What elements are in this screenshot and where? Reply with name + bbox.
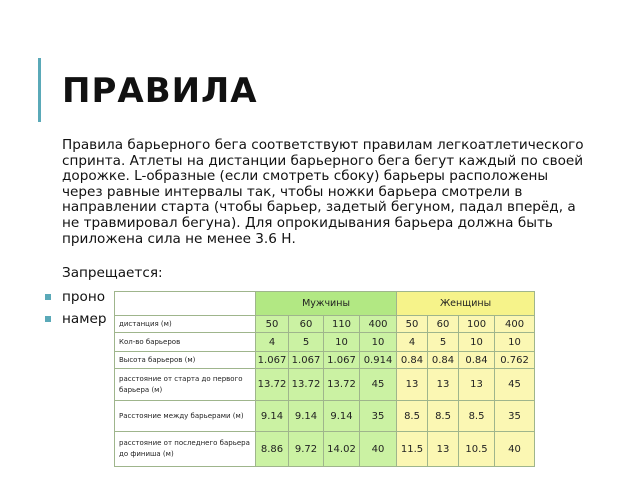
women-cell: 40 <box>495 432 535 467</box>
women-cell: 45 <box>495 369 535 401</box>
men-cell: 14.02 <box>324 432 360 467</box>
women-cell: 0.84 <box>459 352 495 369</box>
hurdles-table <box>114 291 535 467</box>
men-header: Мужчины <box>256 292 397 316</box>
men-cell: 35 <box>360 401 397 432</box>
men-cell: 13.72 <box>289 369 324 401</box>
women-cell: 5 <box>428 333 459 352</box>
women-cell: 100 <box>459 316 495 333</box>
women-cell: 13 <box>397 369 428 401</box>
row-label: расстояние от старта до первого барьера (м) <box>115 369 256 401</box>
women-cell: 0.84 <box>397 352 428 369</box>
forbidden-list <box>44 286 106 330</box>
men-cell: 10 <box>360 333 397 352</box>
women-cell: 60 <box>428 316 459 333</box>
women-cell: 8.5 <box>428 401 459 432</box>
title-accent-bar <box>38 58 41 122</box>
list-item: намер <box>44 308 106 330</box>
slide-title: ПРАВИЛА <box>62 71 258 111</box>
women-cell: 4 <box>397 333 428 352</box>
men-cell: 1.067 <box>324 352 360 369</box>
women-cell: 11.5 <box>397 432 428 467</box>
table-row <box>115 316 535 333</box>
table-corner-cell <box>115 292 256 316</box>
women-cell: 13 <box>459 369 495 401</box>
men-cell: 1.067 <box>256 352 289 369</box>
women-header: Женщины <box>397 292 535 316</box>
women-cell: 8.5 <box>397 401 428 432</box>
men-cell: 4 <box>256 333 289 352</box>
men-cell: 9.14 <box>289 401 324 432</box>
men-cell: 50 <box>256 316 289 333</box>
men-cell: 9.14 <box>256 401 289 432</box>
women-cell: 10.5 <box>459 432 495 467</box>
rules-paragraph: Правила барьерного бега соответствуют правилам легкоатлетического спринта. Атлеты на дистанции барьерного бега бегут каждый по своей дорожке. L-образные (если смотреть сбоку) барьеры расположены через равные интервалы так, чтобы ножки барьера смотрели в направлении старта (чтобы барьер, задетый бегуном, падал вперёд, а не травмировал бегуна). Для опрокидывания барьера должна быть приложена сила не менее 3.6 Н. <box>62 137 584 247</box>
women-cell: 8.5 <box>459 401 495 432</box>
table-row <box>115 401 535 432</box>
men-cell: 9.14 <box>324 401 360 432</box>
men-cell: 13.72 <box>256 369 289 401</box>
row-label: расстояние от последнего барьера до финиша (м) <box>115 432 256 467</box>
women-cell: 400 <box>495 316 535 333</box>
table-row <box>115 369 535 401</box>
men-cell: 9.72 <box>289 432 324 467</box>
list-item: проно <box>44 286 106 308</box>
men-cell: 1.067 <box>289 352 324 369</box>
men-cell: 60 <box>289 316 324 333</box>
row-label: Расстояние между барьерами (м) <box>115 401 256 432</box>
table-row <box>115 432 535 467</box>
women-cell: 35 <box>495 401 535 432</box>
men-cell: 0.914 <box>360 352 397 369</box>
women-cell: 50 <box>397 316 428 333</box>
women-cell: 0.84 <box>428 352 459 369</box>
men-cell: 10 <box>324 333 360 352</box>
men-cell: 13.72 <box>324 369 360 401</box>
row-label: дистанция (м) <box>115 316 256 333</box>
men-cell: 45 <box>360 369 397 401</box>
women-cell: 10 <box>495 333 535 352</box>
table-row <box>115 352 535 369</box>
men-cell: 400 <box>360 316 397 333</box>
women-cell: 13 <box>428 369 459 401</box>
women-cell: 10 <box>459 333 495 352</box>
forbidden-label: Запрещается: <box>62 265 163 281</box>
women-cell: 0.762 <box>495 352 535 369</box>
table-row <box>115 333 535 352</box>
men-cell: 5 <box>289 333 324 352</box>
men-cell: 8.86 <box>256 432 289 467</box>
men-cell: 110 <box>324 316 360 333</box>
row-label: Кол-во барьеров <box>115 333 256 352</box>
women-cell: 13 <box>428 432 459 467</box>
men-cell: 40 <box>360 432 397 467</box>
row-label: Высота барьеров (м) <box>115 352 256 369</box>
